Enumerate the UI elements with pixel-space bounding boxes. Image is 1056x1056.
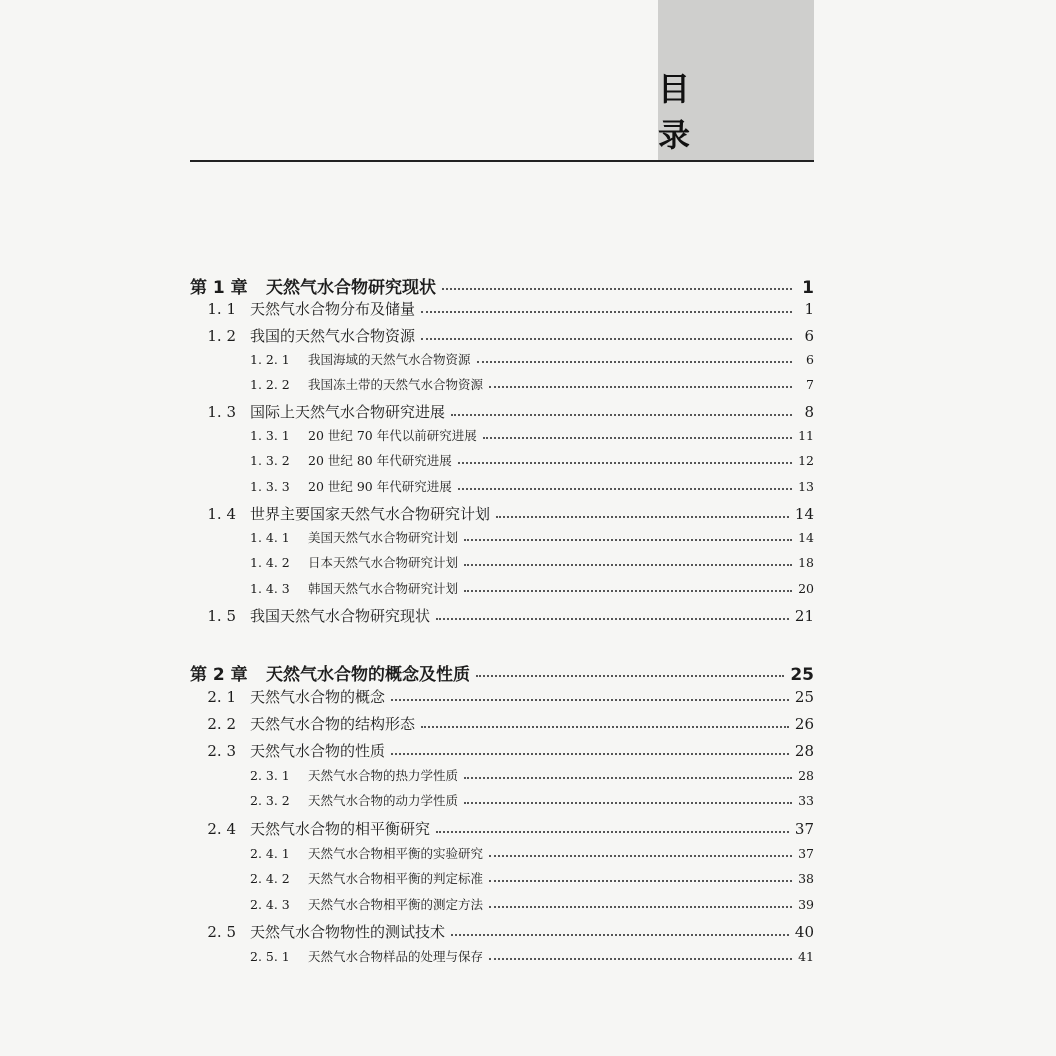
toc-entry-sub[interactable] <box>250 451 814 469</box>
dot-leader <box>489 386 792 388</box>
toc-entry-number: 1. 3. 3 <box>250 479 290 494</box>
header-rule <box>190 160 814 162</box>
toc-entry-page-number: 37 <box>794 820 814 838</box>
toc-entry-section[interactable] <box>190 921 814 942</box>
toc-entry-label: 天然气水合物的性质 <box>250 742 386 760</box>
toc-entry-label: 天然气水合物分布及储量 <box>250 300 416 318</box>
toc-entry-page-number: 41 <box>798 949 814 964</box>
toc-entry-number: 1. 1 <box>207 300 236 318</box>
toc-entry-number: 2. 2 <box>207 715 236 733</box>
toc-entry-page-number: 40 <box>794 923 814 941</box>
toc-entry-number: 2. 5. 1 <box>250 949 290 964</box>
toc-entry-section[interactable] <box>190 401 814 422</box>
toc-entry-sub[interactable] <box>250 869 814 887</box>
page-title: 目 录 <box>658 70 733 154</box>
dot-leader <box>451 414 792 416</box>
dot-leader <box>436 618 789 620</box>
toc-entry-chapter[interactable] <box>190 273 814 298</box>
toc-entry-number: 1. 2. 2 <box>250 377 290 392</box>
toc-entry-page-number: 39 <box>798 897 814 912</box>
toc-entry-label: 天然气水合物的热力学性质 <box>308 768 459 783</box>
toc-entry-number: 2. 3. 1 <box>250 768 290 783</box>
dot-leader <box>489 906 792 908</box>
dot-leader <box>477 361 792 363</box>
dot-leader <box>464 802 792 804</box>
toc-entry-label: 天然气水合物的动力学性质 <box>308 793 459 808</box>
toc-entry-sub[interactable] <box>250 895 814 913</box>
toc-entry-page-number: 18 <box>798 555 814 570</box>
dot-leader <box>483 437 792 439</box>
toc-entry-sub[interactable] <box>250 579 814 597</box>
toc-entry-page-number: 6 <box>806 352 814 367</box>
toc-entry-label: 世界主要国家天然气水合物研究计划 <box>250 505 491 523</box>
dot-leader <box>458 488 792 490</box>
toc-entry-sub[interactable] <box>250 350 814 368</box>
toc-entry-number: 1. 3 <box>207 403 236 421</box>
toc-entry-sub[interactable] <box>250 426 814 444</box>
toc-entry-sub[interactable] <box>250 528 814 546</box>
toc-entry-number: 1. 4 <box>207 505 236 523</box>
toc-entry-label: 20 世纪 90 年代研究进展 <box>308 479 452 494</box>
toc-entry-section[interactable] <box>190 713 814 734</box>
toc-entry-page-number: 8 <box>804 403 814 421</box>
toc-entry-number: 第 2 章 <box>190 665 248 685</box>
toc-entry-sub[interactable] <box>250 947 814 965</box>
dot-leader <box>421 311 792 313</box>
toc-entry-page-number: 26 <box>794 715 814 733</box>
toc-entry-label: 天然气水合物样品的处理与保存 <box>308 949 484 964</box>
toc-entry-number: 1. 4. 2 <box>250 555 290 570</box>
toc-entry-label: 我国冻土带的天然气水合物资源 <box>308 377 484 392</box>
toc-entry-page-number: 14 <box>798 530 814 545</box>
toc-entry-label: 我国海域的天然气水合物资源 <box>308 352 471 367</box>
toc-entry-number: 2. 3. 2 <box>250 793 290 808</box>
toc-entry-label: 20 世纪 70 年代以前研究进展 <box>308 428 477 443</box>
dot-leader <box>391 753 789 755</box>
dot-leader <box>451 934 789 936</box>
dot-leader <box>421 338 792 340</box>
toc-entry-sub[interactable] <box>250 844 814 862</box>
toc-entry-number: 1. 2 <box>207 327 236 345</box>
toc-entry-page-number: 11 <box>798 428 814 443</box>
toc-entry-label: 天然气水合物相平衡的判定标准 <box>308 871 484 886</box>
toc-entry-sub[interactable] <box>250 766 814 784</box>
toc-entry-section[interactable] <box>190 818 814 839</box>
toc-entry-section[interactable] <box>190 325 814 346</box>
toc-entry-page-number: 28 <box>798 768 814 783</box>
toc-entry-label: 我国天然气水合物研究现状 <box>250 607 431 625</box>
toc-entry-section[interactable] <box>190 740 814 761</box>
toc-entry-number: 2. 4. 1 <box>250 846 290 861</box>
dot-leader <box>464 539 792 541</box>
toc-entry-number: 1. 4. 1 <box>250 530 290 545</box>
toc-entry-label: 国际上天然气水合物研究进展 <box>250 403 446 421</box>
toc-entry-page-number: 28 <box>794 742 814 760</box>
toc-entry-label: 美国天然气水合物研究计划 <box>308 530 459 545</box>
dot-leader <box>464 777 792 779</box>
toc-entry-number: 1. 5 <box>207 607 236 625</box>
toc-entry-page-number: 38 <box>798 871 814 886</box>
toc-entry-label: 我国的天然气水合物资源 <box>250 327 416 345</box>
dot-leader <box>476 675 784 677</box>
toc-entry-page-number: 25 <box>790 665 814 685</box>
toc-entry-page-number: 13 <box>798 479 814 494</box>
toc-entry-page-number: 14 <box>794 505 814 523</box>
title-banner <box>658 0 814 160</box>
toc-entry-page-number: 33 <box>798 793 814 808</box>
toc-entry-number: 2. 4 <box>207 820 236 838</box>
toc-entry-page-number: 6 <box>804 327 814 345</box>
toc-entry-number: 2. 3 <box>207 742 236 760</box>
toc-entry-chapter[interactable] <box>190 660 814 685</box>
toc-entry-page-number: 20 <box>798 581 814 596</box>
dot-leader <box>489 880 792 882</box>
toc-entry-label: 天然气水合物的概念 <box>250 688 386 706</box>
toc-entry-number: 2. 4. 3 <box>250 897 290 912</box>
dot-leader <box>442 288 792 290</box>
dot-leader <box>489 958 792 960</box>
toc-entry-number: 第 1 章 <box>190 278 248 298</box>
toc-entry-label: 天然气水合物研究现状 <box>266 278 436 298</box>
toc-entry-label: 天然气水合物的概念及性质 <box>266 665 470 685</box>
dot-leader <box>436 831 789 833</box>
toc-entry-label: 天然气水合物相平衡的实验研究 <box>308 846 484 861</box>
toc-entry-sub[interactable] <box>250 477 814 495</box>
toc-entry-page-number: 1 <box>802 278 814 298</box>
toc-entry-page-number: 21 <box>794 607 814 625</box>
toc-entry-label: 天然气水合物相平衡的测定方法 <box>308 897 484 912</box>
dot-leader <box>496 516 789 518</box>
toc-entry-sub[interactable] <box>250 553 814 571</box>
toc-entry-section[interactable] <box>190 686 814 707</box>
toc-entry-sub[interactable] <box>250 791 814 809</box>
toc-entry-section[interactable] <box>190 605 814 626</box>
toc-entry-label: 20 世纪 80 年代研究进展 <box>308 453 452 468</box>
dot-leader <box>421 726 789 728</box>
toc-entry-number: 2. 1 <box>207 688 236 706</box>
toc-entry-page-number: 25 <box>794 688 814 706</box>
dot-leader <box>464 564 792 566</box>
toc-entry-label: 天然气水合物的相平衡研究 <box>250 820 431 838</box>
toc-entry-number: 2. 5 <box>207 923 236 941</box>
toc-entry-section[interactable] <box>190 298 814 319</box>
toc-entry-number: 1. 3. 1 <box>250 428 290 443</box>
dot-leader <box>391 699 789 701</box>
toc-entry-number: 1. 2. 1 <box>250 352 290 367</box>
toc-entry-number: 1. 3. 2 <box>250 453 290 468</box>
toc-entry-page-number: 1 <box>804 300 814 318</box>
toc-entry-sub[interactable] <box>250 375 814 393</box>
toc-entry-section[interactable] <box>190 503 814 524</box>
toc-entry-label: 天然气水合物的结构形态 <box>250 715 416 733</box>
toc-entry-label: 韩国天然气水合物研究计划 <box>308 581 459 596</box>
toc-entry-label: 日本天然气水合物研究计划 <box>308 555 459 570</box>
toc-entry-page-number: 7 <box>806 377 814 392</box>
toc-entry-number: 1. 4. 3 <box>250 581 290 596</box>
toc-entry-number: 2. 4. 2 <box>250 871 290 886</box>
dot-leader <box>458 462 792 464</box>
toc-entry-label: 天然气水合物物性的测试技术 <box>250 923 446 941</box>
toc-entry-page-number: 37 <box>798 846 814 861</box>
dot-leader <box>464 590 792 592</box>
dot-leader <box>489 855 792 857</box>
toc-entry-page-number: 12 <box>798 453 814 468</box>
